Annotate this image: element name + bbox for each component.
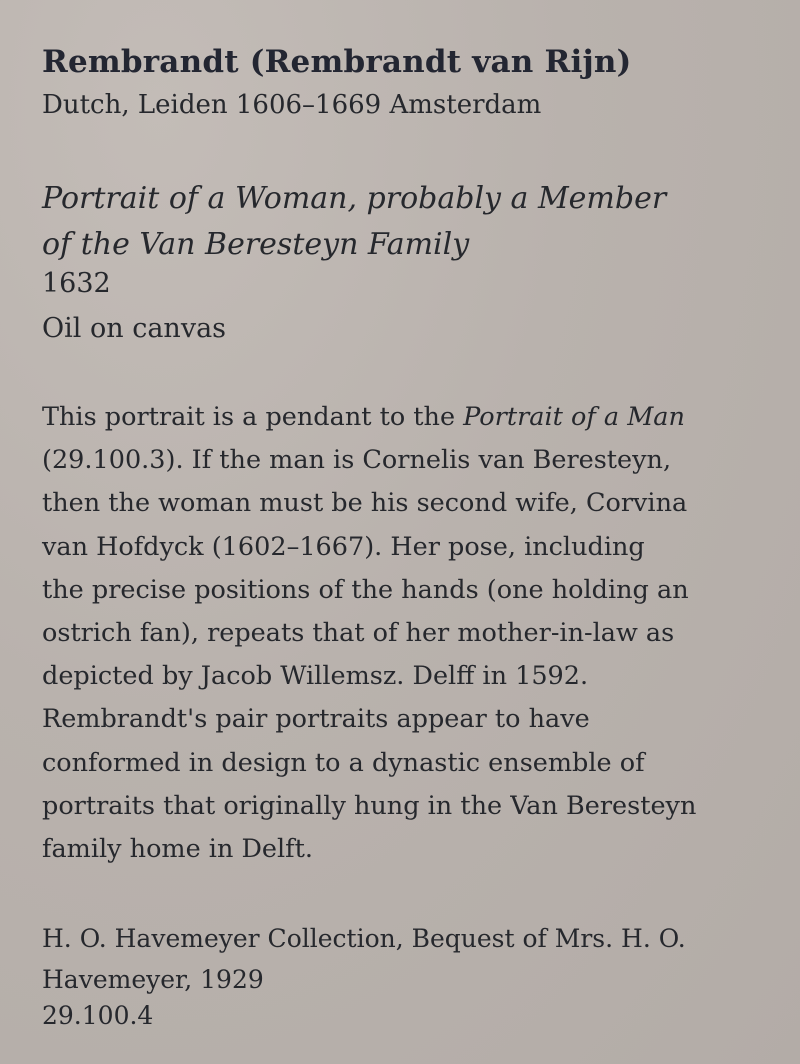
credit-line-text: H. O. Havemeyer Collection, Bequest of Mrs. H. O. xyxy=(42,924,686,953)
artwork-date: 1632 xyxy=(42,268,111,299)
description-line: conformed in design to a dynastic ensemble of xyxy=(42,747,645,778)
credit-line-text: Havemeyer, 1929 xyxy=(42,965,264,994)
accession-number: 29.100.4 xyxy=(42,1001,154,1030)
description-line: the precise positions of the hands (one holding an xyxy=(42,574,689,605)
artwork-description xyxy=(42,396,696,871)
description-line: family home in Delft. xyxy=(42,834,313,865)
description-line: then the woman must be his second wife, Corvina xyxy=(42,488,688,519)
description-line: van Hofdyck (1602–1667). Her pose, including xyxy=(42,531,645,562)
description-line: (29.100.3). If the man is Cornelis van Beresteyn, xyxy=(42,445,672,476)
description-line: portraits that originally hung in the Van Beresteyn xyxy=(42,790,697,821)
artwork-title xyxy=(42,176,666,268)
credit-line xyxy=(42,918,686,1000)
artwork-title-line: of the Van Beresteyn Family xyxy=(42,227,470,262)
description-line: Rembrandt's pair portraits appear to have xyxy=(42,704,590,735)
pendant-title: Portrait of a Man xyxy=(463,402,685,432)
artist-name: Rembrandt (Rembrandt van Rijn) xyxy=(42,44,632,80)
artwork-medium: Oil on canvas xyxy=(42,313,227,344)
description-text: This portrait is a pendant to the xyxy=(42,402,464,432)
artwork-title-line: Portrait of a Woman, probably a Member xyxy=(42,181,667,216)
artist-nationality-dates: Dutch, Leiden 1606–1669 Amsterdam xyxy=(42,90,542,120)
description-line xyxy=(42,396,696,439)
description-line: depicted by Jacob Willemsz. Delff in 1592. xyxy=(42,661,589,692)
description-line: ostrich fan), repeats that of her mother-in-law as xyxy=(42,618,675,649)
